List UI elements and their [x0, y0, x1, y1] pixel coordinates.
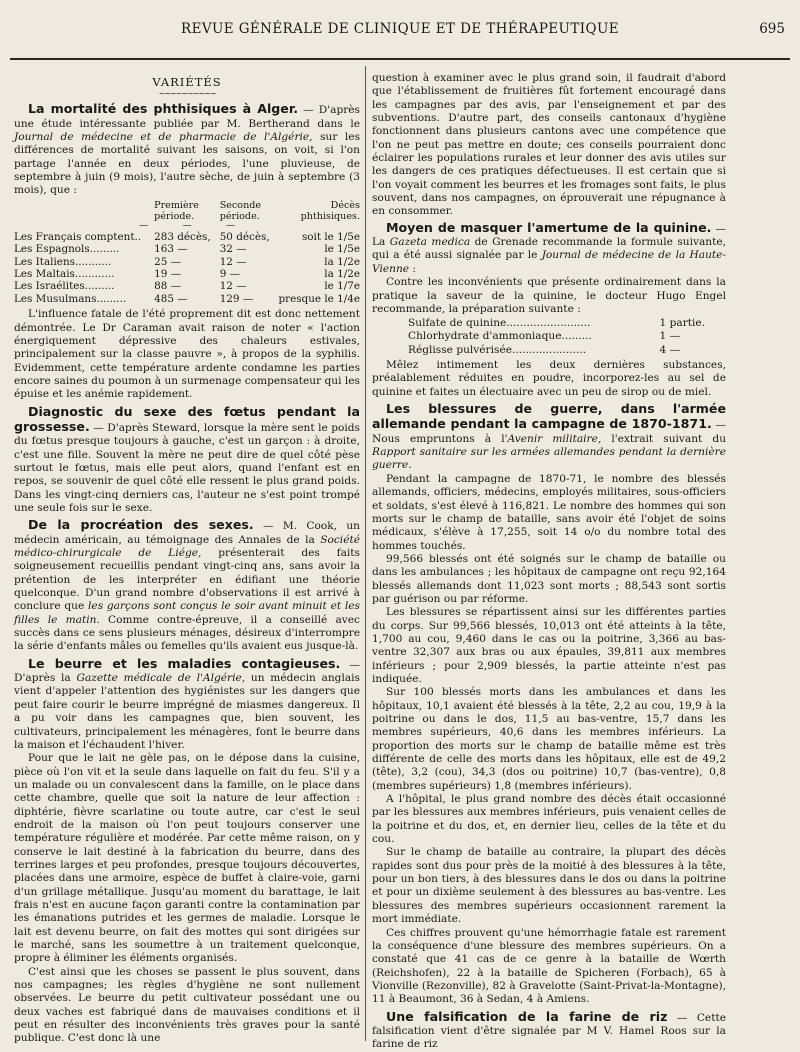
right-column: [372, 72, 726, 1052]
recipe-row: Réglisse pulvérisée...................... 4 —: [408, 343, 681, 356]
paragraph: Ces chiffres prouvent qu'une hémorrhagie fatale est rarement la conséquence d'une blessure des membres supérieurs. On a constaté que 41 cas de ce genre à la bataille de Wœrth (Reichshofen), 22 à la bataille de Spicheren (Forbach), 65 à Vionville (Rezonville), 82 à Gravelotte (Saint-Privat-la-Montagne), 11 à Beaumont, 36 à Sedan, 4 à Amiens.: [372, 926, 726, 1006]
table-header-cell: Décès phthisiques.: [300, 199, 360, 222]
table-header-cell: Première période.: [154, 199, 199, 222]
paragraph: Contre les inconvénients que présente ordinairement dans la pratique la saveur de la quinine, le docteur Hugo Engel recommande, la préparation suivante :: [372, 276, 726, 315]
paragraph: Les blessures se répartissent ainsi sur les différentes parties du corps. Sur 99,566 blessés, 10,013 ont été atteints à la tête, 1,700 au cou, 9,460 dans le cas ou la poitrine, 3,366 au bas-ventre 32,307 aux bras ou aux épaules, 39,811 aux membres inférieurs ; pour 2,909 blessés, la partie atteinte n'est pas indiquée.: [372, 606, 726, 685]
article-title: Le beurre et les maladies contagieuses.: [28, 655, 341, 671]
table-header-cell: Seconde période.: [219, 199, 262, 222]
journal-title: REVUE GÉNÉRALE DE CLINIQUE ET DE THÉRAPEUTIQUE: [181, 21, 619, 37]
table-header-row: [14, 200, 360, 222]
recipe-table: [408, 317, 720, 357]
table-row: Les Italiens........... 25 — 12 — la 1/2e: [14, 255, 360, 268]
left-column: [14, 72, 360, 1046]
paragraph: Pour que le lait ne gèle pas, on le dépose dans la cuisine, pièce où l'on vit et la seule dans laquelle on fait du feu. S'il y a un malade ou un convalescent dans la famille, on le place dans cette chambre, quelle que soit la nature de leur affection : diphtérie, fièvre scarlatine ou toute autre, car c'est le seul endroit de la maison où l'on peut toujours conserver une température régulière et modérée. Par cette même raison, on y conserve le lait destiné à la fabrication du beurre, dans des terrines larges et peu profondes, presque toujours découvertes, placées dans une armoire, espèce de buffet à claire-voie, garni d'un grillage métallique. Jusqu'au moment du barattage, le lait frais n'est en aucune façon garanti contre la contamination par les émanations putrides et les germes de maladie. Lorsque le lait est devenu beurre, on fait des mottes qui sont dirigées sur le marché, sans les soumettre à un traitement quelconque, propre à éliminer les éléments organisés.: [14, 752, 360, 965]
article-sexe-foetus: Diagnostic du sexe des fœtus pendant la grossesse. — D'après Steward, lorsque la mère sent le poids du fœtus presque toujours à gauche, c'est un garçon : à droite, c'est une fille. Souvent la mère ne peut dire de quel côté pèse surtout le fœtus, mais elle peut alors, quand l'enfant est en repos, se souvenir de quel côté elle ressent le plus grand poids. Dans les vingt-cinq derniers cas, l'auteur ne s'est point trompé une seule fois sur le sexe.: [14, 403, 360, 514]
section-title: VARIÉTÉS: [152, 75, 222, 89]
article-title: Moyen de masquer l'amertume de la quinine.: [386, 219, 712, 235]
header-rule: [10, 58, 790, 60]
table-row: Les Maltais............ 19 — 9 — la 1/2e: [14, 267, 360, 280]
article-beurre: Le beurre et les maladies contagieuses. — D'après la Gazette médicale de l'Algérie, un médecin anglais vient d'appeler l'attention des hygiénistes sur les dangers que peut faire courir le beurre imprégné de miasmes dangereux. Il a pu voir dans les campagnes que, bien souvent, les cultivateurs, principalement les ménagères, font le beurre dans la maison et l'échaudent l'hiver.: [14, 655, 361, 751]
table-dashes: — — —: [139, 220, 235, 231]
table-row: Les Espagnols......... 163 — 32 — le 1/5e: [14, 243, 360, 256]
section-ornament: ~~~~~~~~~~: [158, 89, 216, 99]
paragraph: L'influence fatale de l'été proprement dit est donc nettement démontrée. Le Dr Caraman avait raison de noter « l'action énergiquement dépressive des chaleurs estivales, principalement sur la classe pauvre », à propos de la syphilis. Evidemment, cette température ardente condamne les parties encore saines du poumon à un surmenage compensateur qui les épuise et les anémie rapidement.: [14, 308, 360, 401]
article-title: Une falsification de la farine de riz: [386, 1008, 668, 1024]
table-row: Les Français comptent.. 283 décès, 50 décès, soit le 1/5e: [14, 230, 360, 243]
article-title: Diagnostic du sexe des fœtus pendant la grossesse.: [14, 403, 360, 434]
mortality-table: [14, 200, 360, 305]
article-title: La mortalité des phthisiques à Alger.: [28, 101, 299, 117]
recipe-row: Sulfate de quinine......................... 1 partie.: [408, 317, 706, 330]
paragraph: A l'hôpital, le plus grand nombre des décès était occasionné par les blessures aux membres inférieurs, puis venaient celles de la poitrine et du dos, et, en dernier lieu, celles de la tête et du cou.: [372, 793, 726, 846]
article-quinine: Moyen de masquer l'amertume de la quinine. — La Gazeta medica de Grenade recommande la formule suivante, qui a été aussi signalée par le Journal de médecine de la Haute-Vienne :: [372, 219, 726, 275]
article-phthisiques: La mortalité des phthisiques à Alger. — D'après une étude intéressante publiée par M. Bertherand dans le Journal de médecine et de pharmacie de l'Algérie, sur les différences de mortalité suivant les saisons, on voit, si l'on partage l'année en deux périodes, l'une pluvieuse, de septembre à juin (9 mois), l'autre sèche, de juin à septembre (3 mois), que :: [14, 101, 361, 197]
table-row: Les Musulmans......... 485 — 129 — presque le 1/4e: [14, 292, 360, 305]
paragraph: Sur le champ de bataille au contraire, la plupart des décès rapides sont dus pour près de la moitié à des blessures à la tête, pour un bon tiers, à des blessures dans le dos ou dans la poitrine et pour un dixième seulement à des blessures au bas-ventre. Les blessures des membres supérieurs occasionnent rarement la mort immédiate.: [372, 846, 726, 926]
article-title: De la procréation des sexes.: [28, 517, 254, 533]
paragraph: C'est ainsi que les choses se passent le plus souvent, dans nos campagnes; les règles d'hygiène ne sont nullement observées. Le beurre du petit cultivateur possédant une ou deux vaches est fabriqué dans de mauvaises conditions et il peut en résulter des inconvénients très graves pour la santé publique. C'est donc là une: [14, 965, 360, 1045]
article-procreation: De la procréation des sexes. — M. Cook, un médecin américain, au témoignage des Annales de la Société médico-chirurgicale de Liége, présenterait des faits soigneusement recueillis pendant vingt-cinq ans, sans avoir la prétention de les interpréter en édifiant une théorie quelconque. D'un grand nombre d'observations il est arrivé à conclure que les garçons sont conçus le soir avant minuit et les filles le matin. Comme contre-épreuve, il a conseillé avec succès dans ce sens plusieurs ménages, désireux d'interrompre la série d'enfants mâles ou femelles qu'ils avaient eus jusque-là.: [14, 517, 361, 653]
paragraph: 99,566 blessés ont été soignés sur le champ de bataille ou dans les ambulances ; les hôpitaux de campagne ont reçu 92,164 blessés allemands dont 11,023 sont morts ; 88,543 sont sortis par guérison ou par réforme.: [372, 552, 726, 605]
recipe-row: Chlorhydrate d'ammoniaque......... 1 —: [408, 330, 681, 343]
paragraph: question à examiner avec le plus grand soin, il faudrait d'abord que l'établissement de fruitières fût fortement encouragé dans les campagnes par des avis, par l'enseignement et par des subventions. D'autre part, des conseils cantonaux d'hygiène fonctionnent dans plusieurs cantons avec une compétence que l'on ne peut pas mettre en doute; ces conseils pourraient donc éclairer les populations rurales et leur donner des avis utiles sur les dangers de ces pratiques défectueuses. Il est certain que si l'on voyait comment les beurres et les fromages sont faits, le plus souvent, dans nos campagnes, on éprouverait une répugnance à en consommer.: [372, 72, 726, 218]
article-title: Les blessures de guerre, dans l'armée allemande pendant la campagne de 1870-1871.: [372, 401, 726, 432]
table-row: Les Israélites......... 88 — 12 — le 1/7e: [14, 280, 360, 293]
table-header-cell: [14, 200, 154, 222]
column-divider: [365, 66, 366, 1041]
paragraph: Pendant la campagne de 1870-71, le nombre des blessés allemands, officiers, médecins, employés militaires, sous-officiers et soldats, s'est élevé à 116,821. Le nombre des hommes qui son morts sur le champ de bataille, sans avoir été l'objet de soins médicaux, s'élève à 17,255, soit 14 o/o du nombre total des hommes touchés.: [372, 472, 726, 552]
article-farine-riz: Une falsification de la farine de riz — Cette falsification vient d'être signalée par M V. Hamel Roos sur la farine de riz: [372, 1008, 726, 1051]
page-number: 695: [759, 21, 785, 37]
page-header: [0, 0, 800, 44]
paragraph: Mêlez intimement les deux dernières substances, préalablement réduites en poudre, incorporez-les au sel de quinine et faites un électuaire avec un peu de sirop ou de miel.: [372, 359, 726, 398]
paragraph: Sur 100 blessés morts dans les ambulances et dans les hôpitaux, 10,1 avaient été blessés à la tête, 2,2 au cou, 19,9 à la poitrine ou dans le dos, 11,5 au bas-ventre, 15,7 dans les membres supérieurs, 40,6 dans les membres inférieurs. La proportion des morts sur le champ de bataille même est très différente de celle des morts dans les hôpitaux, elle est de 49,2 (tête), 3,2 (cou), 34,3 (dos ou poitrine) 10,7 (bas-ventre), 0,8 (membres supérieurs) 1,8 (membres inférieurs).: [372, 686, 726, 792]
article-blessures: Les blessures de guerre, dans l'armée allemande pendant la campagne de 1870-1871. — Nous empruntons à l'Avenir militaire, l'extrait suivant du Rapport sanitaire sur les armées allemandes pendant la dernière guerre.: [372, 401, 727, 472]
